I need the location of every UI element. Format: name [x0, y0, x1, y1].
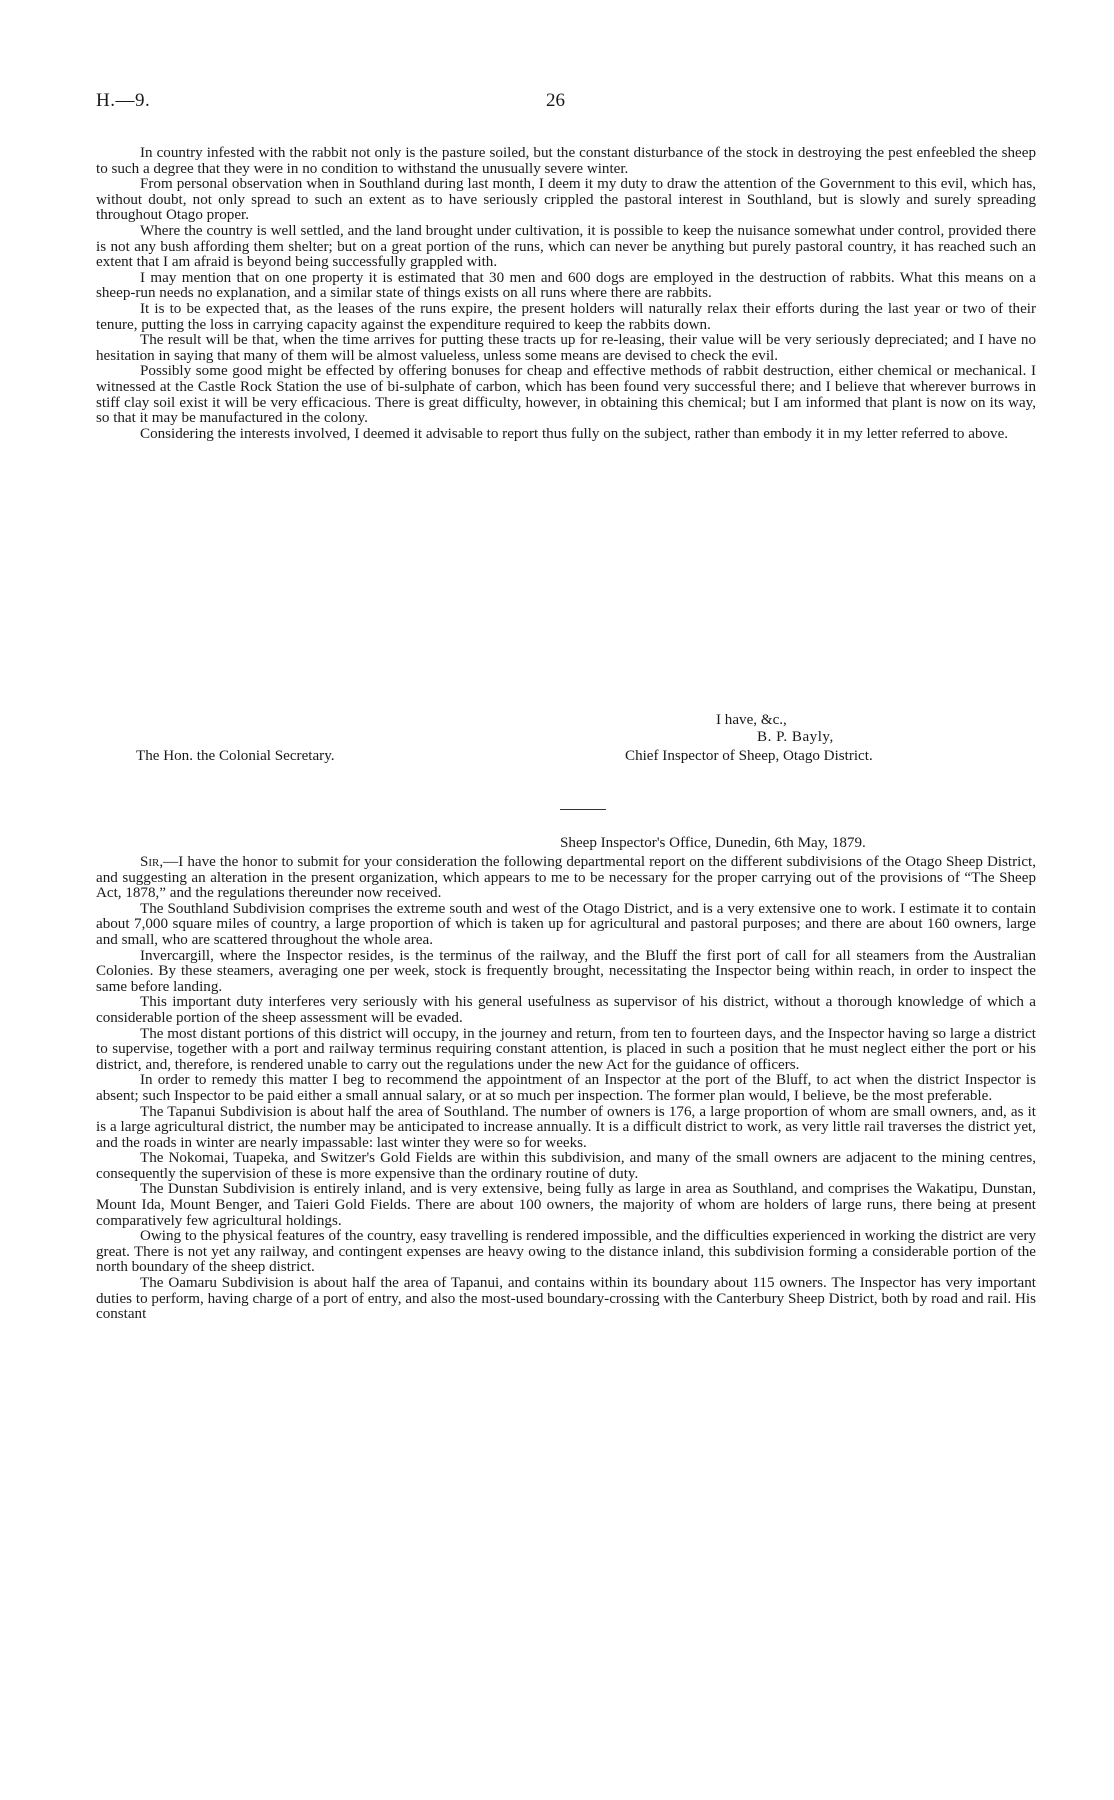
closing-line: I have, &c., — [716, 712, 787, 728]
paragraph: The most distant portions of this district will occupy, in the journey and return, from ten to fourteen days, and the Inspector having so large a district to supervise, together with a port and railway terminus requiring constant attention, is placed in such a position that he must neglect either the port or his district, and, therefore, is rendered unable to carry out the regulations under the new Act for the guidance of officers. — [96, 1025, 1036, 1073]
document-reference: H.—9. — [96, 90, 151, 111]
page-number: 26 — [546, 90, 565, 111]
letter-signoff — [96, 712, 1036, 772]
paragraph: It is to be expected that, as the leases of the runs expire, the present holders will naturally relax their efforts during the last year or two of their tenure, putting the loss in carrying capacity against the expenditure required to keep the rabbits down. — [96, 300, 1036, 333]
salutation: Sir, — [140, 854, 164, 870]
report-continuation — [96, 146, 1036, 442]
paragraph: The Oamaru Subdivision is about half the area of Tapanui, and contains within its boundary about 115 owners. The Inspector has very important duties to perform, having charge of a port of entry, and also the most-used boundary-crossing with the Canterbury Sheep District, both by road and rail. His constant — [96, 1275, 1036, 1323]
opening-text: —I have the honor to submit for your consideration the following departmental report on the different subdivisions of the Otago Sheep District, and suggesting an alteration in the present organization, which appears to me to be necessary for the proper carrying out of the provisions of “The Sheep Act, 1878,” and the regulations thereunder now received. — [96, 854, 1036, 902]
paragraph: Invercargill, where the Inspector resides, is the terminus of the railway, and the Bluff the first port of call for all steamers from the Australian Colonies. By these steamers, averaging one per week, stock is frequently brought, necessitating the Inspector being within reach, in order to inspect the same before landing. — [96, 947, 1036, 995]
departmental-report — [96, 855, 1036, 1323]
paragraph: Considering the interests involved, I deemed it advisable to report thus fully on the subject, rather than embody it in my letter referred to above. — [140, 425, 1009, 442]
paragraph: Where the country is well settled, and the land brought under cultivation, it is possible to keep the nuisance somewhat under control, provided there is not any bush affording them shelter; but on a great portion of the runs, which can never be anything but purely pastoral country, it has reached such an extent that I am afraid is beyond being successfully grappled with. — [96, 222, 1036, 271]
page-header — [96, 90, 1036, 120]
paragraph: This important duty interferes very seriously with his general usefulness as supervisor of his district, without a thorough knowledge of which a considerable portion of the sheep assessment will be evaded. — [96, 994, 1036, 1026]
paragraph: The Nokomai, Tuapeka, and Switzer's Gold Fields are within this subdivision, and many of the small owners are adjacent to the mining centres, consequently the supervision of these is more expensive than the ordinary routine of duty. — [96, 1150, 1036, 1182]
paragraph: In order to remedy this matter I beg to recommend the appointment of an Inspector at the port of the Bluff, to act when the district Inspector is absent; such Inspector to be paid either a small annual salary, or at so much per inspection. The former plan would, I believe, be the most preferable. — [96, 1072, 1036, 1104]
paragraph: The Southland Subdivision comprises the extreme south and west of the Otago District, and is a very extensive one to work. I estimate it to contain about 7,000 square miles of country, a large proportion of which is taken up for agricultural and pastoral purposes; and there are about 160 owners, large and small, who are scattered throughout the whole area. — [96, 900, 1036, 948]
paragraph: Owing to the physical features of the country, easy travelling is rendered impossible, and the difficulties experienced in working the district are very great. There is not yet any railway, and contingent expenses are heavy owing to the distance inland, this subdivision forming a considerable portion of the north boundary of the sheep district. — [96, 1228, 1036, 1276]
paragraph: From personal observation when in Southland during last month, I deem it my duty to draw the attention of the Government to this evil, which has, without doubt, not only spread to such an extent as to have seriously crippled the pastoral interest in Southland, but is slowly and surely spreading throughout Otago proper. — [96, 176, 1036, 224]
signatory-title: Chief Inspector of Sheep, Otago District. — [625, 748, 873, 764]
opening-paragraph — [96, 855, 1036, 902]
section-divider — [560, 809, 606, 810]
paragraph: The Dunstan Subdivision is entirely inland, and is very extensive, being fully as large in area as Southland, and comprises the Wakatipu, Dunstan, Mount Ida, Mount Benger, and Taieri Gold Fields. There are about 100 owners, the majority of whom are holders of large runs, there being at present comparatively few agricultural holdings. — [96, 1181, 1036, 1229]
addressee: The Hon. the Colonial Secretary. — [136, 748, 335, 764]
paragraph: I may mention that on one property it is estimated that 30 men and 600 dogs are employed in the destruction of rabbits. What this means on a sheep-run needs no explanation, and a similar state of things exists on all runs where there are rabbits. — [96, 269, 1036, 302]
paragraph: Possibly some good might be effected by offering bonuses for cheap and effective methods of rabbit destruction, either chemical or mechanical. I witnessed at the Castle Rock Station the use of bi-sulphate of carbon, which has been found very successful there; and I believe that wherever burrows in stiff clay soil exist it will be very efficacious. There is great difficulty, however, in obtaining this chemical; but I am informed that plant is now on its way, so that it may be manufactured in the colony. — [96, 363, 1036, 427]
paragraph: The Tapanui Subdivision is about half the area of Southland. The number of owners is 176, a large proportion of whom are small owners, and, as it is a large agricultural district, the number may be anticipated to increase annually. It is a difficult district to work, as very little rail traverses the district yet, and the roads in winter are nearly impassable: last winter they were so for weeks. — [96, 1103, 1036, 1151]
letter-dateline: Sheep Inspector's Office, Dunedin, 6th May, 1879. — [560, 835, 866, 851]
paragraph: The result will be that, when the time arrives for putting these tracts up for re-leasing, their value will be very seriously depreciated; and I have no hesitation in saying that many of them will be almost valueless, unless some means are devised to check the evil. — [96, 332, 1036, 364]
signatory-name: B. P. Bayly, — [757, 729, 834, 745]
paragraph: In country infested with the rabbit not only is the pasture soiled, but the constant disturbance of the stock in destroying the pest enfeebled the sheep to such a degree that they were in no condition to withstand the unusually severe winter. — [96, 145, 1036, 177]
